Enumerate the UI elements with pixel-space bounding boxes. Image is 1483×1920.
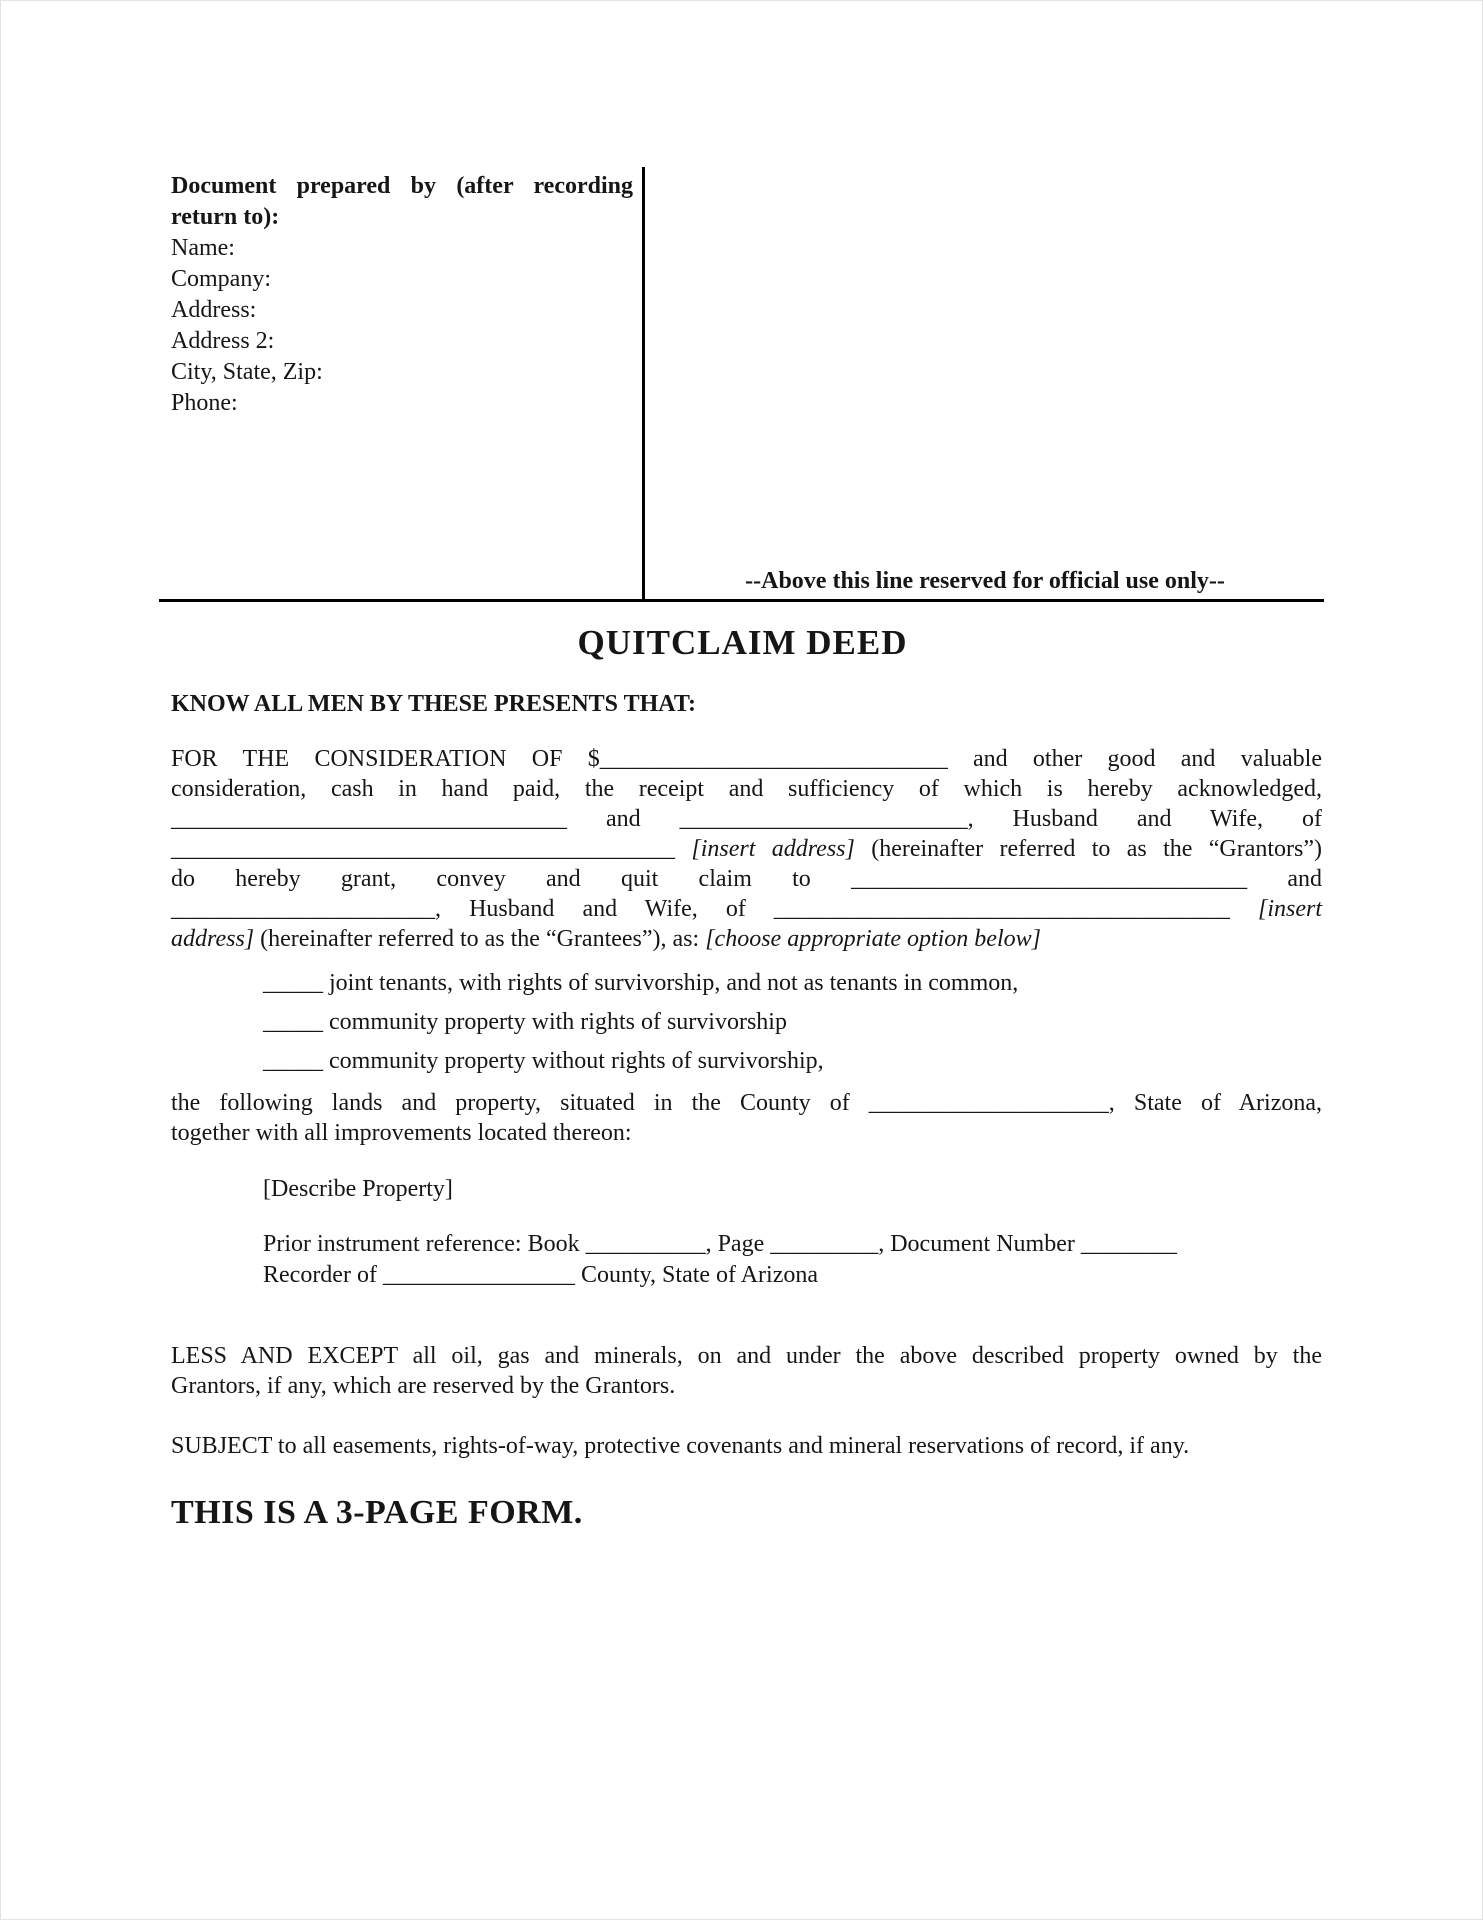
subject-clause: [171, 1431, 1322, 1461]
less-and-except-line-1: LESS AND EXCEPT all oil, gas and minerals, on and under the above described property owned by the: [171, 1343, 1322, 1369]
prior-reference-line-1: Prior instrument reference: Book __________, Page _________, Document Number ________: [263, 1231, 1177, 1257]
less-and-except-paragraph: [171, 1341, 1322, 1401]
consideration-line-2: consideration, cash in hand paid, the receipt and sufficiency of which is hereby acknowledged,: [171, 776, 1322, 802]
prior-instrument-reference: [263, 1229, 1324, 1291]
option-joint-tenants: _____ joint tenants, with rights of survivorship, and not as tenants in common,: [263, 970, 1019, 996]
insert-note-end: address]: [171, 926, 255, 952]
property-clause-paragraph: [171, 1088, 1322, 1148]
phone-label: Phone:: [171, 390, 238, 416]
less-and-except-line-2: Grantors, if any, which are reserved by the Grantors.: [171, 1373, 676, 1399]
prior-reference-line-2: Recorder of ________________ County, State of Arizona: [263, 1262, 819, 1288]
consideration-line-3: _________________________________ and ________________________, Husband and Wife, of: [171, 806, 1322, 832]
preamble-heading: KNOW ALL MEN BY THESE PRESENTS THAT:: [171, 691, 697, 717]
grantees-defined-text: (hereinafter referred to as the “Grantees”), as:: [260, 926, 700, 952]
address2-label: Address 2:: [171, 328, 275, 354]
insert-address-note: [insert address]: [691, 836, 855, 862]
consideration-line-4: [171, 834, 1322, 864]
option-community-property-without-survivorship: _____ community property without rights of survivorship,: [263, 1048, 824, 1074]
name-label: Name:: [171, 235, 235, 261]
choose-option-note: [choose appropriate option below]: [705, 926, 1041, 952]
grantor-address-blank: __________________________________________: [171, 836, 675, 862]
prep-heading-line1: Document prepared by (after recording: [171, 173, 633, 199]
address-label: Address:: [171, 297, 257, 323]
consideration-paragraph: [171, 744, 1322, 954]
box-divider-line: [642, 167, 645, 602]
official-use-note: --Above this line reserved for official use only--: [745, 568, 1225, 594]
consideration-line-1: FOR THE CONSIDERATION OF $_____________________________ and other good and valuable: [171, 746, 1322, 772]
consideration-line-5: do hereby grant, convey and quit claim to _________________________________ and: [171, 866, 1322, 892]
vesting-options-list: [263, 964, 1323, 1081]
describe-property-placeholder: [Describe Property]: [263, 1176, 453, 1202]
city-state-zip-label: City, State, Zip:: [171, 359, 323, 385]
consideration-line-6: [171, 894, 1322, 924]
page-count-note: THIS IS A 3-PAGE FORM.: [171, 1494, 583, 1531]
grantors-defined-text: (hereinafter referred to as the “Grantors”): [871, 836, 1323, 862]
property-clause-line-2: together with all improvements located thereon:: [171, 1120, 632, 1146]
prep-heading-line2: return to):: [171, 204, 280, 230]
insert-note-start: [insert: [1257, 896, 1322, 922]
official-use-separator-line: [159, 599, 1324, 602]
consideration-line-7: [171, 924, 1322, 954]
document-prepared-by-box: [171, 171, 633, 419]
grantee-names-blank: ______________________, Husband and Wife, of ______________________________________: [171, 896, 1230, 922]
option-community-property-with-survivorship: _____ community property with rights of survivorship: [263, 1009, 787, 1035]
subject-clause-line: SUBJECT to all easements, rights-of-way, protective covenants and mineral reservations of record, if any.: [171, 1433, 1190, 1459]
property-clause-line-1: the following lands and property, situated in the County of ____________________, State of Arizona,: [171, 1090, 1322, 1116]
page-title: QUITCLAIM DEED: [577, 623, 908, 662]
company-label: Company:: [171, 266, 271, 292]
